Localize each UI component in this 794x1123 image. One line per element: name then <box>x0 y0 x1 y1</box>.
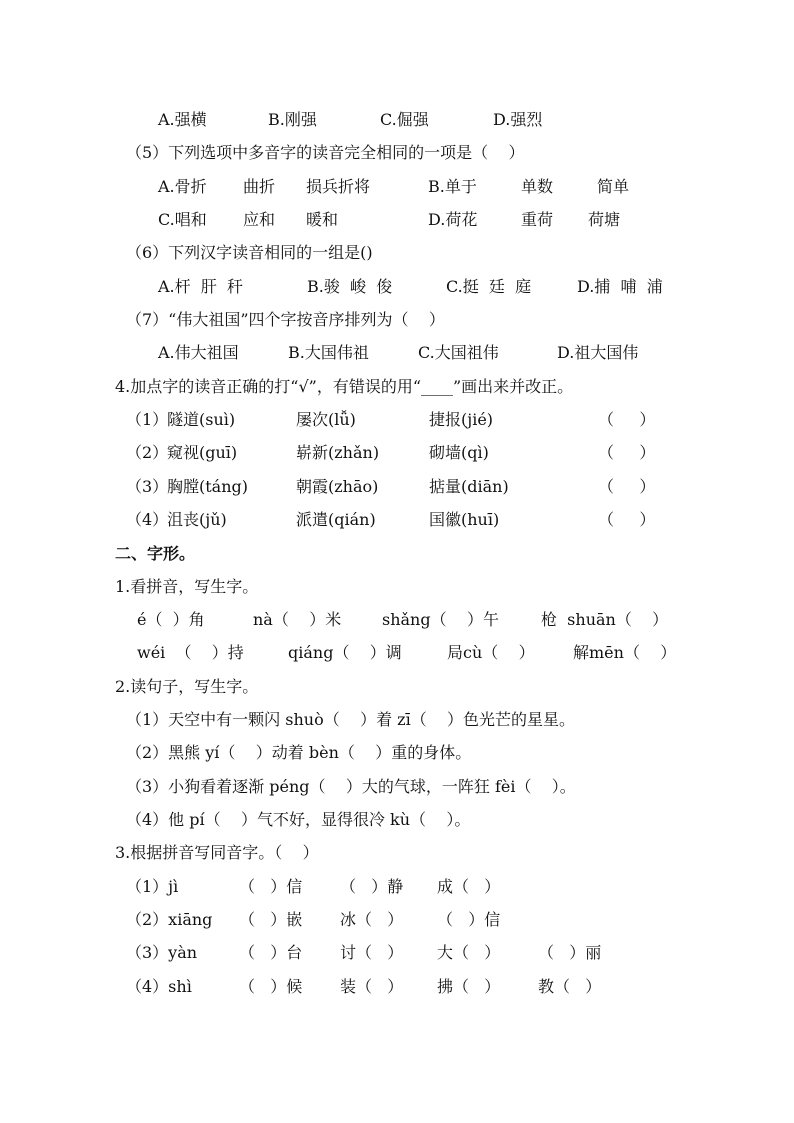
pinyin-word: 掂量(diān) <box>429 477 509 496</box>
homophone-blank[interactable]: （ ）丽 <box>538 943 602 962</box>
option-word: 暖和 <box>306 210 339 229</box>
option-word: 损兵折将 <box>306 177 371 196</box>
homophone-blank[interactable]: 成（ ） <box>437 877 501 896</box>
option-word: 荷塘 <box>588 210 621 229</box>
option-word: 应和 <box>243 210 276 229</box>
row-number: （4） <box>126 510 169 529</box>
option-a[interactable]: A.强横 <box>158 110 207 129</box>
pinyin-word: 朝霞(zhāo) <box>296 477 379 496</box>
pinyin-blank[interactable]: 枪 shuān（ ） <box>541 610 669 629</box>
sentence-item[interactable]: （4）他 pí（ ）气不好，显得很冷 kù（ ）。 <box>126 810 471 829</box>
pinyin-word: 砌墙(qì) <box>429 443 489 462</box>
pinyin-blank[interactable]: é（ ）角 <box>137 610 205 629</box>
homophone-blank[interactable]: 讨（ ） <box>340 943 404 962</box>
option-word: 单数 <box>521 177 554 196</box>
section-title: 二、字形。 <box>115 544 196 563</box>
option-b[interactable]: B.骏 峻 俊 <box>307 277 393 296</box>
pinyin-blank[interactable]: 解mēn（ ） <box>573 643 677 662</box>
question-stem: （5）下列选项中多音字的读音完全相同的一项是（ ） <box>126 143 525 162</box>
homophone-blank[interactable]: 拂（ ） <box>437 977 501 996</box>
question-stem: 2.读句子，写生字。 <box>115 677 259 696</box>
option-c[interactable]: C.倔强 <box>380 110 429 129</box>
question-stem: 4.加点字的读音正确的打“√”，有错误的用“____”画出来并改正。 <box>115 377 574 396</box>
homophone-blank[interactable]: 教（ ） <box>538 977 602 996</box>
row-pinyin: （1）jì <box>126 877 179 896</box>
answer-blank[interactable]: （ ） <box>598 477 656 496</box>
pinyin-word: 沮丧(jǔ) <box>167 510 227 529</box>
question-stem: （6）下列汉字读音相同的一组是() <box>126 243 373 262</box>
pinyin-word: 隧道(suì) <box>167 410 236 429</box>
row-number: （2） <box>126 443 169 462</box>
pinyin-word: 胸膛(táng) <box>167 477 249 496</box>
option-word: 曲折 <box>243 177 276 196</box>
pinyin-blank[interactable]: shǎng（ ）午 <box>382 610 499 629</box>
pinyin-blank[interactable]: 局cù（ ） <box>447 643 535 662</box>
homophone-blank[interactable]: （ ）候 <box>239 977 303 996</box>
homophone-blank[interactable]: 冰（ ） <box>340 910 404 929</box>
option-a[interactable]: A.伟大祖国 <box>158 343 239 362</box>
row-number: （3） <box>126 477 169 496</box>
homophone-blank[interactable]: 装（ ） <box>340 977 404 996</box>
answer-blank[interactable]: （ ） <box>598 443 656 462</box>
question-stem: 1.看拼音，写生字。 <box>115 577 259 596</box>
answer-blank[interactable]: （ ） <box>598 510 656 529</box>
row-pinyin: （4）shì <box>126 977 192 996</box>
sentence-item[interactable]: （1）天空中有一颗闪 shuò（ ）着 zī（ ）色光芒的星星。 <box>126 710 576 729</box>
answer-blank[interactable]: （ ） <box>598 410 656 429</box>
question-stem: （7）“伟大祖国”四个字按音序排列为（ ） <box>126 310 445 329</box>
homophone-blank[interactable]: （ ）信 <box>239 877 303 896</box>
row-number: （1） <box>126 410 169 429</box>
row-pinyin: （3）yàn <box>126 943 198 962</box>
pinyin-word: 国徽(huī) <box>429 510 500 529</box>
option-d[interactable]: D.祖大国伟 <box>557 343 639 362</box>
option-d[interactable]: D.捕 哺 浦 <box>577 277 663 296</box>
homophone-blank[interactable]: （ ）嵌 <box>239 910 303 929</box>
pinyin-word: 派遣(qián) <box>296 510 376 529</box>
homophone-blank[interactable]: （ ）信 <box>437 910 501 929</box>
homophone-blank[interactable]: 大（ ） <box>437 943 501 962</box>
option-c[interactable]: C.挺 廷 庭 <box>446 277 532 296</box>
pinyin-blank[interactable]: nà（ ）米 <box>253 610 342 629</box>
option-word: 重荷 <box>521 210 554 229</box>
option-a[interactable]: A.骨折 <box>158 177 207 196</box>
sentence-item[interactable]: （2）黑熊 yí（ ）动着 bèn（ ）重的身体。 <box>126 743 472 762</box>
option-a[interactable]: A.杆 肝 秆 <box>158 277 243 296</box>
sentence-item[interactable]: （3）小狗看着逐渐 péng（ ）大的气球，一阵狂 fèi（ ）。 <box>126 777 576 796</box>
pinyin-blank[interactable]: qiáng（ ）调 <box>288 643 402 662</box>
pinyin-blank[interactable]: wéi （ ）持 <box>137 643 244 662</box>
option-b[interactable]: B.刚强 <box>268 110 317 129</box>
option-d[interactable]: D.荷花 <box>428 210 478 229</box>
pinyin-word: 屡次(lǚ) <box>296 410 356 429</box>
homophone-blank[interactable]: （ ）台 <box>239 943 303 962</box>
option-b[interactable]: B.单于 <box>428 177 477 196</box>
pinyin-word: 捷报(jié) <box>429 410 494 429</box>
option-c[interactable]: C.唱和 <box>158 210 207 229</box>
pinyin-word: 崭新(zhǎn) <box>296 443 380 462</box>
option-b[interactable]: B.大国伟祖 <box>288 343 369 362</box>
option-c[interactable]: C.大国祖伟 <box>418 343 499 362</box>
option-d[interactable]: D.强烈 <box>493 110 543 129</box>
homophone-blank[interactable]: （ ）静 <box>340 877 404 896</box>
option-word: 简单 <box>597 177 630 196</box>
row-pinyin: （2）xiāng <box>126 910 213 929</box>
question-stem: 3.根据拼音写同音字。（ ） <box>115 843 319 862</box>
pinyin-word: 窥视(guī) <box>167 443 238 462</box>
